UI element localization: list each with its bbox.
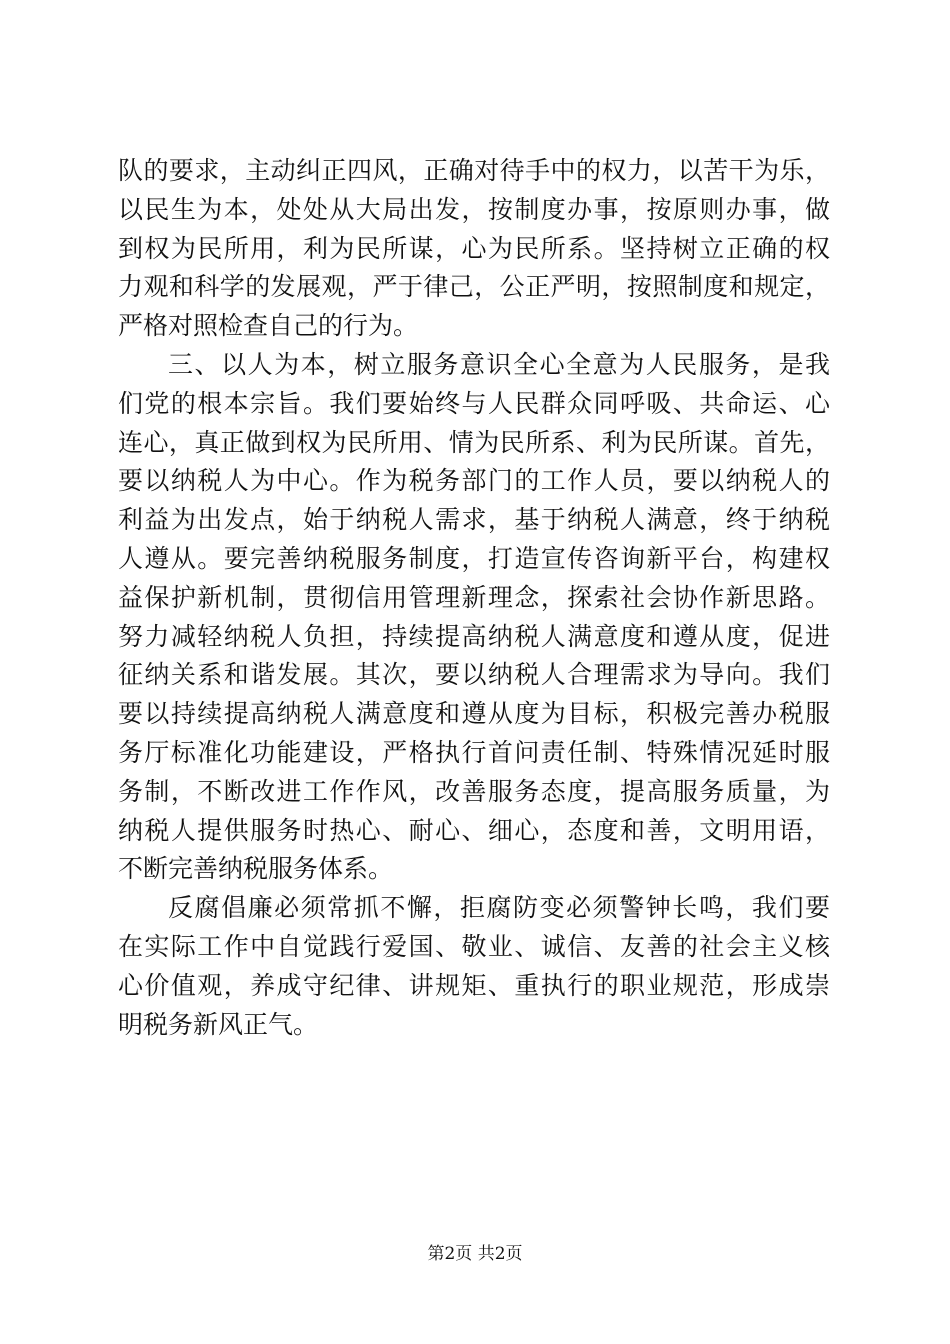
text-line: 力观和科学的发展观，严于律己，公正严明，按照制度和规定， bbox=[118, 272, 830, 302]
paragraph-first-line: 反腐倡廉必须常抓不懈，拒腐防变必须警钟长鸣，我们要 bbox=[168, 893, 830, 923]
text-line: 务厅标准化功能建设，严格执行首问责任制、特殊情况延时服 bbox=[118, 737, 830, 767]
page-footer: 第2页 共2页 bbox=[427, 1244, 523, 1264]
text-line: 要以持续提高纳税人满意度和遵从度为目标，积极完善办税服 bbox=[118, 699, 830, 729]
text-line: 不断完善纳税服务体系。 bbox=[118, 854, 394, 884]
text-line: 人遵从。要完善纳税服务制度，打造宣传咨询新平台，构建权 bbox=[118, 543, 830, 573]
text-line: 利益为出发点，始于纳税人需求，基于纳税人满意，终于纳税 bbox=[118, 505, 830, 535]
document-body bbox=[118, 152, 830, 1044]
text-line: 以民生为本，处处从大局出发，按制度办事，按原则办事，做 bbox=[118, 194, 830, 224]
text-line: 务制，不断改进工作作风，改善服务态度，提高服务质量，为 bbox=[118, 776, 830, 806]
text-line: 心价值观，养成守纪律、讲规矩、重执行的职业规范，形成崇 bbox=[118, 970, 830, 1000]
text-line: 到权为民所用，利为民所谋，心为民所系。坚持树立正确的权 bbox=[118, 233, 830, 263]
text-line: 队的要求，主动纠正四风，正确对待手中的权力，以苦干为乐， bbox=[118, 156, 830, 185]
text-line: 努力减轻纳税人负担，持续提高纳税人满意度和遵从度，促进 bbox=[118, 621, 830, 651]
text-line: 益保护新机制，贯彻信用管理新理念，探索社会协作新思路。 bbox=[118, 582, 830, 612]
text-line: 明税务新风正气。 bbox=[118, 1009, 319, 1039]
text-line: 要以纳税人为中心。作为税务部门的工作人员，要以纳税人的 bbox=[118, 466, 830, 496]
text-line: 严格对照检查自己的行为。 bbox=[118, 311, 419, 341]
text-line: 连心，真正做到权为民所用、情为民所系、利为民所谋。首先， bbox=[118, 427, 830, 457]
text-line: 纳税人提供服务时热心、耐心、细心，态度和善，文明用语， bbox=[118, 815, 830, 845]
paragraph-first-line: 三、以人为本，树立服务意识全心全意为人民服务，是我 bbox=[168, 349, 830, 379]
text-line: 征纳关系和谐发展。其次，要以纳税人合理需求为导向。我们 bbox=[118, 660, 830, 690]
text-line: 们党的根本宗旨。我们要始终与人民群众同呼吸、共命运、心 bbox=[118, 388, 830, 418]
text-line: 在实际工作中自觉践行爱国、敬业、诚信、友善的社会主义核 bbox=[118, 931, 830, 961]
